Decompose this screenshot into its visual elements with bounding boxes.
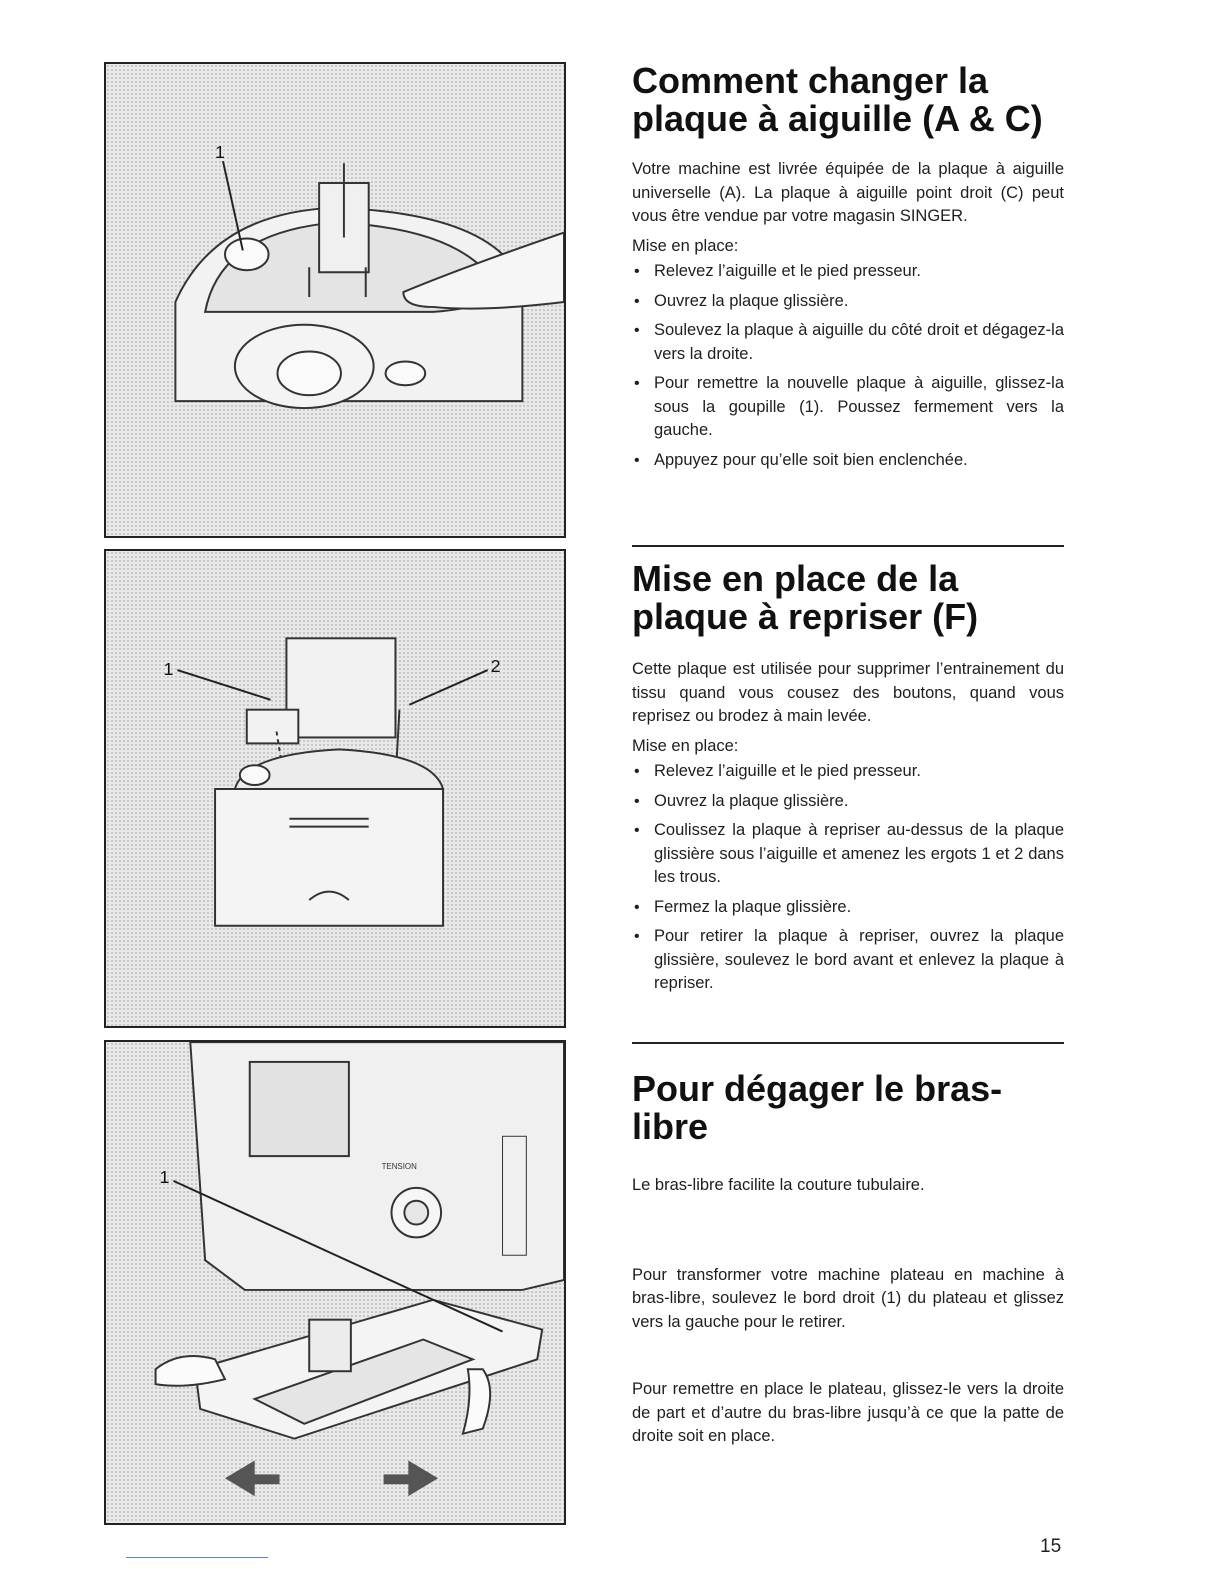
figure-darning-plate [104, 549, 566, 1028]
section3-title-line2: libre [632, 1106, 709, 1147]
section1-title [632, 62, 1064, 138]
section3-paragraph2: Pour remettre en place le plateau, glissez-le vers la droite de part et d’autre du bras-libre jusqu’à ce que la patte de droite soit en place. [632, 1380, 1064, 1445]
section2-title-line1: Mise en place de la [632, 558, 959, 599]
step-item: • Pour remettre la nouvelle plaque à aiguille, glissez-la sous la goupille (1). Poussez fermement vers la gauche. [632, 372, 1064, 443]
section2-title-line2: plaque à repriser (F) [632, 596, 979, 637]
section1-title-line2: plaque à aiguille (A & C) [632, 98, 1043, 139]
step-item: • Pour retirer la plaque à repriser, ouvrez la plaque glissière, soulevez le bord avant et enlevez la plaque à repriser. [632, 925, 1064, 996]
callout-1: 1 [159, 1166, 170, 1187]
step-item: • Relevez l’aiguille et le pied presseur. [632, 260, 1064, 284]
free-arm-illustration [106, 1042, 564, 1523]
section1-title-line1: Comment changer la [632, 60, 989, 101]
step-item: • Coulissez la plaque à repriser au-dessus de la plaque glissière sous l’aiguille et amenez les ergots 1 et 2 dans les trous. [632, 819, 1064, 890]
section-divider [632, 545, 1064, 547]
section2-intro: Cette plaque est utilisée pour supprimer l’entrainement du tissu quand vous cousez des boutons, quand vous reprisez ou brodez à main levée. [632, 660, 1064, 725]
step-item: • Relevez l’aiguille et le pied presseur. [632, 760, 1064, 784]
section2-title [632, 560, 1064, 636]
figure-needle-plate [104, 62, 566, 538]
step-item: • Fermez la plaque glissière. [632, 896, 1064, 920]
section3-intro: Le bras-libre facilite la couture tubulaire. [632, 1176, 925, 1194]
page-number: 15 [1040, 1536, 1062, 1557]
darning-plate-illustration [106, 551, 564, 1026]
step-item: • Soulevez la plaque à aiguille du côté droit et dégagez-la vers la droite. [632, 319, 1064, 366]
footer-underline [126, 1557, 268, 1558]
figure-free-arm [104, 1040, 566, 1525]
section-darning-plate [632, 560, 1064, 1002]
section2-steps [632, 760, 1064, 996]
section-free-arm [632, 1070, 1064, 1449]
section-divider [632, 1042, 1064, 1044]
callout-1: 1 [215, 142, 225, 163]
step-item: • Appuyez pour qu’elle soit bien enclenchée. [632, 449, 1064, 473]
section1-intro: Votre machine est livrée équipée de la plaque à aiguille universelle (A). La plaque à aiguille point droit (C) peut vous être vendue par votre magasin SINGER. [632, 160, 1064, 225]
section-needle-plate [632, 62, 1064, 478]
section3-paragraph1: Pour transformer votre machine plateau en machine à bras-libre, soulevez le bord droit (1) du plateau et glissez vers la gauche pour le retirer. [632, 1265, 1064, 1331]
step-item: • Ouvrez la plaque glissière. [632, 790, 1064, 814]
tension-label: TENSION [381, 1161, 417, 1171]
callout-2: 2 [490, 656, 501, 677]
section3-title-line1: Pour dégager le bras- [632, 1068, 1003, 1109]
section2-setup-label: Mise en place: [632, 736, 739, 755]
section1-steps [632, 260, 1064, 472]
callout-1: 1 [163, 658, 174, 679]
step-item: • Ouvrez la plaque glissière. [632, 290, 1064, 314]
section3-title [632, 1070, 1064, 1146]
section1-setup-label: Mise en place: [632, 236, 739, 255]
needle-plate-illustration [106, 64, 564, 536]
